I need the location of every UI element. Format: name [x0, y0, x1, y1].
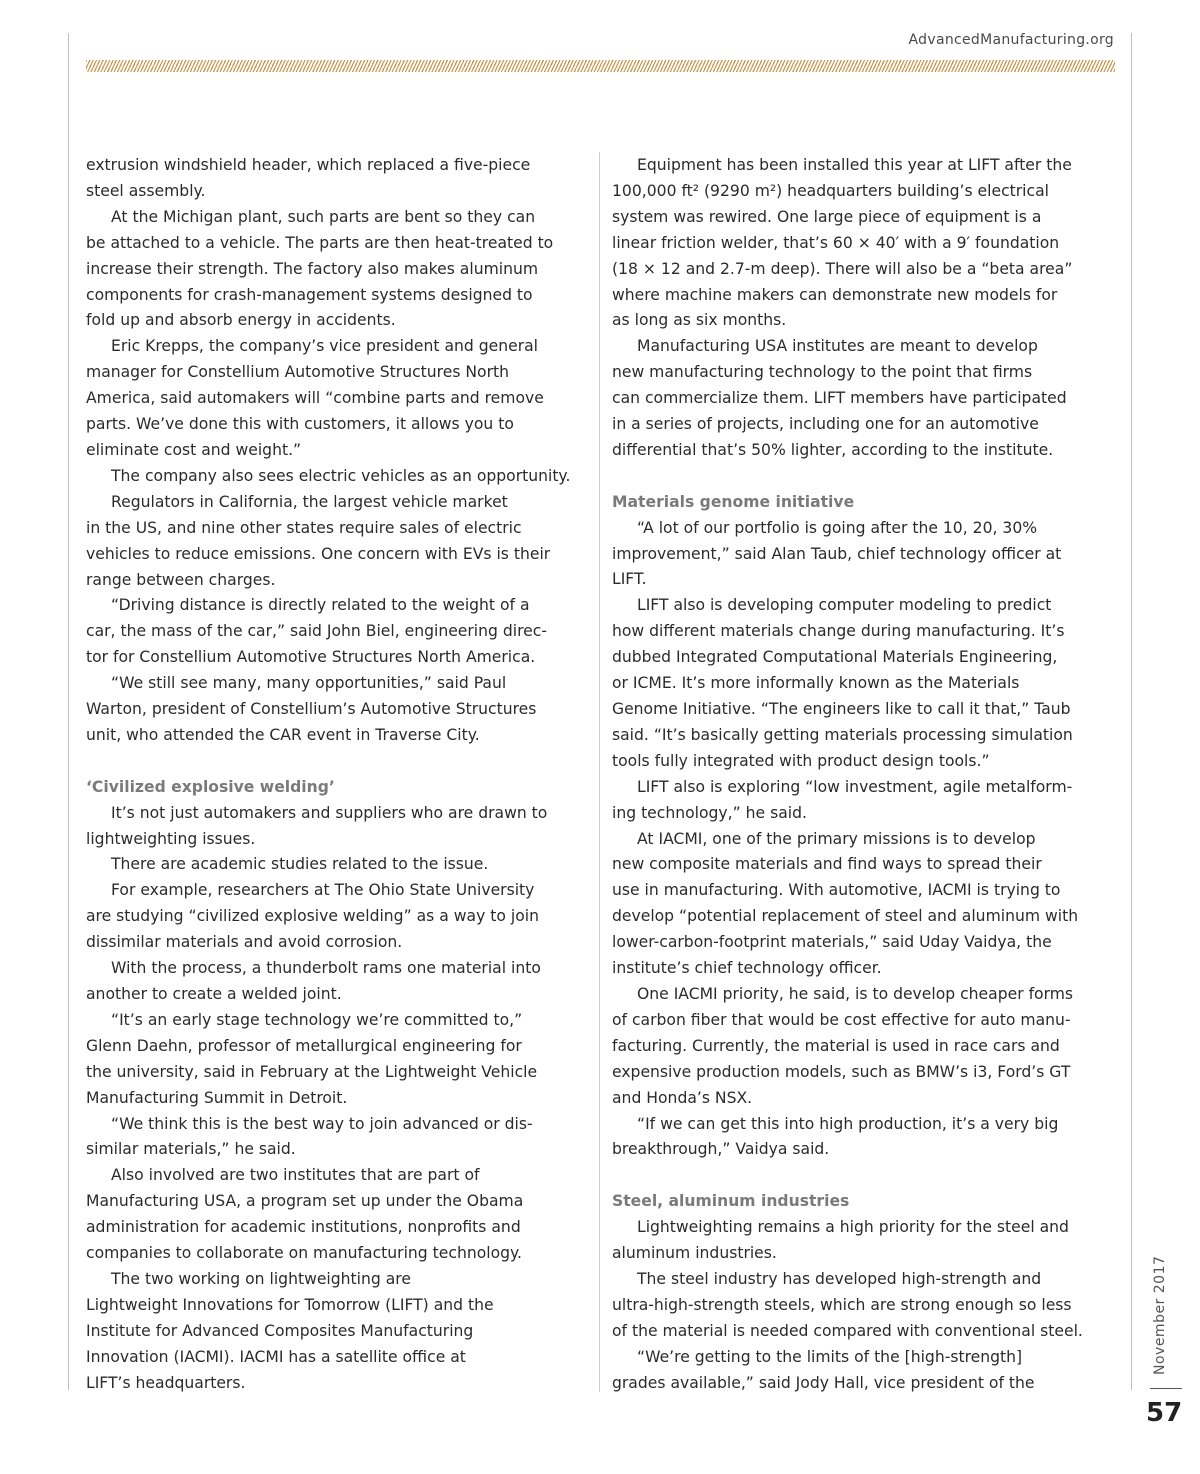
page-number: 57 [1146, 1398, 1183, 1428]
body-text-line: tor for Constellium Automotive Structures North America. [86, 648, 536, 667]
body-text-line: develop “potential replacement of steel and aluminum with [612, 907, 1079, 926]
section-heading: Materials genome initiative [612, 492, 855, 511]
left-text-column [86, 153, 591, 1396]
body-text-line: “We’re getting to the limits of the [high-strength] [637, 1347, 1023, 1366]
body-text-line: Regulators in California, the largest vehicle market [111, 492, 508, 511]
body-text-line: “We still see many, many opportunities,” said Paul [111, 674, 507, 693]
body-text-line: “If we can get this into high production, it’s a very big [637, 1114, 1059, 1133]
body-text-line: “Driving distance is directly related to the weight of a [111, 596, 530, 615]
body-text-line: Manufacturing USA, a program set up under the Obama [86, 1192, 524, 1211]
body-text-line: Manufacturing USA institutes are meant to develop [637, 337, 1038, 356]
column-divider [599, 152, 600, 1392]
body-text-line: At IACMI, one of the primary missions is to develop [637, 829, 1036, 848]
body-text-line: range between charges. [86, 570, 276, 589]
body-text-line: components for crash-management systems designed to [86, 285, 533, 304]
body-text-line: extrusion windshield header, which replaced a five-piece [86, 156, 531, 174]
body-text-line: institute’s chief technology officer. [612, 959, 882, 978]
body-text-line: With the process, a thunderbolt rams one material into [111, 959, 541, 978]
body-text-line: Manufacturing Summit in Detroit. [86, 1088, 348, 1107]
issue-date: November 2017 [1152, 1255, 1168, 1375]
body-text-line: At the Michigan plant, such parts are bent so they can [111, 207, 536, 226]
body-text-line: as long as six months. [612, 311, 787, 330]
body-text-line: and Honda’s NSX. [612, 1088, 753, 1107]
body-text-line: car, the mass of the car,” said John Biel, engineering direc- [86, 622, 547, 641]
body-text-line: There are academic studies related to the issue. [111, 855, 489, 874]
section-heading: ‘Civilized explosive welding’ [86, 777, 335, 796]
body-text-line: (18 × 12 and 2.7-m deep). There will also be a “beta area” [612, 259, 1073, 278]
body-text-line: The company also sees electric vehicles as an opportunity. [111, 466, 571, 485]
body-text-line: ing technology,” he said. [612, 803, 807, 822]
body-text-line: unit, who attended the CAR event in Traverse City. [86, 725, 480, 744]
body-text-line: Innovation (IACMI). IACMI has a satellite office at [86, 1347, 466, 1366]
body-text-line: lower-carbon-footprint materials,” said Uday Vaidya, the [612, 933, 1052, 952]
body-text-line: Warton, president of Constellium’s Automotive Structures [86, 700, 537, 719]
body-text-line: can commercialize them. LIFT members have participated [612, 389, 1067, 408]
body-text-line: Genome Initiative. “The engineers like to call it that,” Taub [612, 700, 1071, 719]
body-text-line: Lightweight Innovations for Tomorrow (LIFT) and the [86, 1295, 494, 1314]
body-text-line: LIFT’s headquarters. [86, 1373, 246, 1392]
body-text-line: be attached to a vehicle. The parts are then heat-treated to [86, 233, 554, 252]
body-text-line: “A lot of our portfolio is going after the 10, 20, 30% [637, 518, 1038, 537]
body-text-line: Equipment has been installed this year at LIFT after the [637, 156, 1072, 174]
body-text-line: LIFT also is exploring “low investment, agile metalform- [637, 777, 1073, 796]
body-text-line: Eric Krepps, the company’s vice president and general [111, 337, 539, 356]
body-text-line: the university, said in February at the Lightweight Vehicle [86, 1062, 538, 1081]
body-text-line: similar materials,” he said. [86, 1140, 296, 1159]
body-text-line: dissimilar materials and avoid corrosion. [86, 933, 403, 952]
body-text-line: new composite materials and find ways to spread their [612, 855, 1042, 874]
body-text-line: grades available,” said Jody Hall, vice president of the [612, 1373, 1035, 1392]
body-text-line: are studying “civilized explosive welding” as a way to join [86, 907, 539, 926]
body-text-line: eliminate cost and weight.” [86, 440, 302, 459]
body-text-line: One IACMI priority, he said, is to develop cheaper forms [637, 984, 1074, 1003]
body-text-line: facturing. Currently, the material is used in race cars and [612, 1036, 1060, 1055]
body-text-line: lightweighting issues. [86, 829, 256, 848]
body-text-line: Institute for Advanced Composites Manufacturing [86, 1321, 474, 1340]
body-text-line: For example, researchers at The Ohio State University [111, 881, 535, 900]
body-text-line: dubbed Integrated Computational Materials Engineering, [612, 648, 1058, 667]
body-text-line: companies to collaborate on manufacturing technology. [86, 1244, 522, 1263]
body-text-line: manager for Constellium Automotive Structures North [86, 363, 510, 382]
body-text-line: of carbon fiber that would be cost effective for auto manu- [612, 1010, 1071, 1029]
body-text-line: of the material is needed compared with conventional steel. [612, 1321, 1083, 1340]
body-text-line: increase their strength. The factory also makes aluminum [86, 259, 539, 278]
body-text-line: system was rewired. One large piece of equipment is a [612, 207, 1042, 226]
body-text-line: differential that’s 50% lighter, according to the institute. [612, 440, 1054, 459]
left-margin-rule [68, 33, 69, 1390]
body-text-line: parts. We’ve done this with customers, it allows you to [86, 415, 514, 434]
body-text-line: administration for academic institutions, nonprofits and [86, 1218, 521, 1237]
body-text-line: The two working on lightweighting are [111, 1269, 411, 1288]
section-heading: Steel, aluminum industries [612, 1192, 850, 1211]
body-text-line: LIFT also is developing computer modeling to predict [637, 596, 1052, 615]
body-text-line: “We think this is the best way to join advanced or dis- [111, 1114, 533, 1133]
body-text-line: said. “It’s basically getting materials processing simulation [612, 725, 1073, 744]
body-text-line: steel assembly. [86, 181, 206, 200]
body-text-line: use in manufacturing. With automotive, IACMI is trying to [612, 881, 1061, 900]
body-text-line: improvement,” said Alan Taub, chief technology officer at [612, 544, 1062, 563]
body-text-line: aluminum industries. [612, 1244, 777, 1263]
site-url[interactable]: AdvancedManufacturing.org [908, 32, 1114, 48]
body-text-line: “It’s an early stage technology we’re committed to,” [111, 1010, 523, 1029]
right-margin-rule [1131, 33, 1132, 1390]
body-text-line: linear friction welder, that’s 60 × 40′ with a 9′ foundation [612, 233, 1060, 252]
body-text-line: It’s not just automakers and suppliers who are drawn to [111, 803, 548, 822]
body-text-line: in a series of projects, including one for an automotive [612, 415, 1039, 434]
body-text-line: vehicles to reduce emissions. One concern with EVs is their [86, 544, 551, 563]
body-text-line: The steel industry has developed high-strength and [637, 1269, 1042, 1288]
footer-rule [1150, 1388, 1182, 1389]
body-text-line: fold up and absorb energy in accidents. [86, 311, 396, 330]
decorative-hatch-band [86, 60, 1115, 72]
body-text-line: Lightweighting remains a high priority for the steel and [637, 1218, 1069, 1237]
body-text-line: LIFT. [612, 570, 647, 589]
body-text-line: expensive production models, such as BMW’s i3, Ford’s GT [612, 1062, 1071, 1081]
body-text-line: tools fully integrated with product design tools.” [612, 751, 990, 770]
body-text-line: another to create a welded joint. [86, 984, 342, 1003]
body-text-line: how different materials change during manufacturing. It’s [612, 622, 1065, 641]
body-text-line: Also involved are two institutes that are part of [111, 1166, 480, 1185]
body-text-line: new manufacturing technology to the point that firms [612, 363, 1033, 382]
body-text-line: 100,000 ft² (9290 m²) headquarters building’s electrical [612, 181, 1049, 200]
body-text-line: or ICME. It’s more informally known as the Materials [612, 674, 1020, 693]
right-text-column [612, 153, 1117, 1396]
body-text-line: America, said automakers will “combine parts and remove [86, 389, 544, 408]
body-text-line: where machine makers can demonstrate new models for [612, 285, 1058, 304]
body-text-line: in the US, and nine other states require sales of electric [86, 518, 522, 537]
body-text-line: ultra-high-strength steels, which are strong enough so less [612, 1295, 1072, 1314]
body-text-line: breakthrough,” Vaidya said. [612, 1140, 830, 1159]
body-text-line: Glenn Daehn, professor of metallurgical engineering for [86, 1036, 522, 1055]
